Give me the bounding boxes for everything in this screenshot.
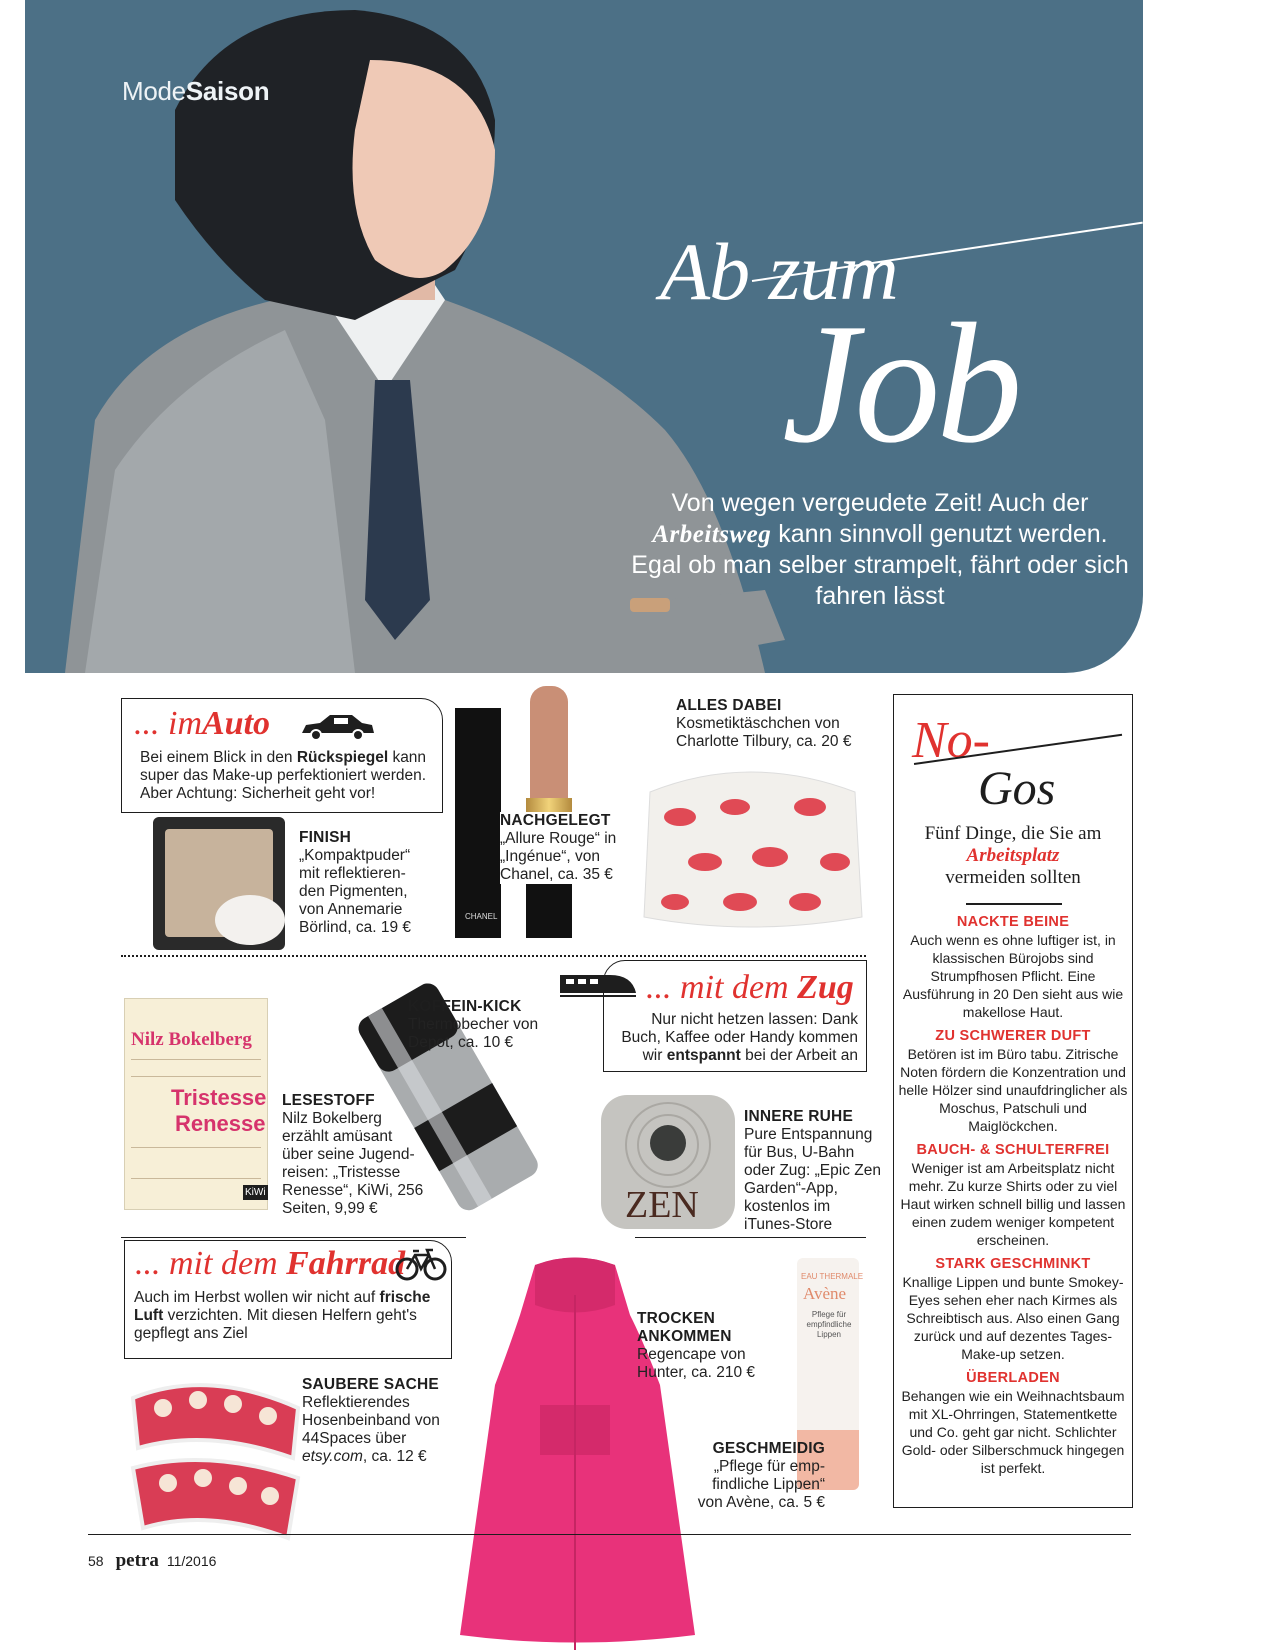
nogos-sidebar (893, 694, 1133, 1508)
compact-powder-image (153, 817, 285, 950)
nogos-subtitle: Fünf Dinge, die Sie am Arbeitsplatz vermeiden sollten (924, 823, 1102, 888)
nogos-divider (966, 903, 1062, 905)
nogo-item: ÜBERLADEN Behangen wie ein Weihnachtsbaum mit XL-Ohrringen, Statementkette und Co. geht gar nicht. Schlichter Gold- oder Silberschmuck hingegen ist perfekt. (901, 1370, 1125, 1476)
fahrrad-section-title: ... mit dem Fahrrad (135, 1245, 406, 1282)
book-title-1: Tristesse (171, 1085, 267, 1110)
nogos-title-1: No- (912, 712, 990, 769)
nogo-item: BAUCH- & SCHULTERFREI Weniger ist am Arbeitsplatz nicht mehr. Zu kurze Shirts oder zu viel Haut wirken schnell billig und lassen einen zudem weniger kompetent erscheinen. (900, 1142, 1126, 1248)
nogos-title-2: Gos (978, 762, 1056, 815)
zen-label: ZEN (625, 1184, 699, 1226)
zug-section-box (603, 960, 867, 1072)
magazine-brand: petra (115, 1550, 159, 1571)
product-trocken: TROCKEN ANKOMMEN Regencape von Hunter, ca. 210 € (637, 1310, 756, 1381)
footer-rule (88, 1534, 1131, 1535)
page-number: 58 (88, 1553, 104, 1569)
section-divider-2b (635, 1237, 866, 1238)
avene-product-label: Pflege für empfindliche Lippen (806, 1310, 852, 1339)
auto-section-box (121, 698, 443, 813)
zug-section-text: Nur nicht hetzen lassen: Dank Buch, Kaffee oder Handy kommen wir entspannt bei der Arbeit an (621, 1011, 858, 1064)
nogo-item: NACKTE BEINE Auch wenn es ohne luftiger ist, in klassischen Bürojobs sind Strumpfhosen Pflicht. Eine Ausführung in 20 Den sieht aus wie makellose Haut. (902, 914, 1124, 1020)
product-innere-ruhe: INNERE RUHE Pure Entspannung für Bus, U-Bahn oder Zug: „Epic Zen Garden“-App, kostenlos im iTunes-Store (744, 1108, 881, 1233)
headline-line1: Ab zum (660, 226, 898, 317)
section-divider-1 (121, 955, 866, 957)
car-icon (298, 711, 376, 743)
section-divider-2a (121, 1237, 466, 1238)
product-nachgelegt: NACHGELEGT „Allure Rouge“ in „Ingénue“, von Chanel, ca. 35 € (500, 812, 625, 884)
nogo-item: STARK GESCHMINKT Knallige Lippen und bunte Smokey-Eyes sehen eher nach Kirmes als Schreibtisch aus. Also einen Gang zurück und auf dezentes Tages-Make-up setzen. (902, 1256, 1124, 1362)
cosmetic-bag-image (640, 762, 865, 932)
book-publisher-logo: KiWi (245, 1187, 266, 1198)
product-finish: FINISH „Kompaktpuder“ mit reflektieren-den Pigmenten, von Annemarie Börlind, ca. 19 € (299, 829, 412, 936)
product-koffein: KOFFEIN-KICK Thermobecher von Depot, ca. 10 € (408, 998, 539, 1051)
fahrrad-section-text: Auch im Herbst wollen wir nicht auf frische Luft verzichten. Mit diesen Helfern geht's gepflegt ans Ziel (134, 1289, 431, 1342)
product-lesestoff: LESESTOFF Nilz Bokelberg erzählt amüsant über seine Jugend-reisen: „Tristesse Renesse“, KiWi, 256 Seiten, 9,99 € (282, 1092, 424, 1217)
section-kicker: ModeSaison (122, 76, 270, 106)
reflective-band-image (128, 1368, 303, 1543)
product-alles-dabei: ALLES DABEI Kosmetiktäschchen von Charlotte Tilbury, ca. 20 € (676, 697, 852, 750)
product-saubere-sache: SAUBERE SACHE Reflektierendes Hosenbeinband von 44Spaces über etsy.com, ca. 12 € (302, 1376, 440, 1465)
issue-number: 11/2016 (166, 1553, 217, 1569)
intro-text: Von wegen vergeudete Zeit! Auch der Arbeitsweg kann sinnvoll genutzt werden. Egal ob man selber strampelt, fährt oder sich fahren lässt (631, 489, 1129, 610)
headline-line2: Job (782, 289, 1019, 479)
book-title-2: Renesse (175, 1111, 266, 1136)
book-author: Nilz Bokelberg (131, 1029, 252, 1050)
avene-line-label: EAU THERMALE (801, 1272, 864, 1281)
avene-brand-label: Avène (803, 1284, 847, 1303)
zug-section-title: ... mit dem Zug (646, 969, 854, 1006)
zen-app-icon (601, 1095, 735, 1229)
auto-section-text: Bei einem Blick in den Rückspiegel kann super das Make-up perfektioniert werden. Aber Achtung: Sicherheit geht vor! (140, 749, 427, 802)
book-cover-image (124, 998, 268, 1210)
bicycle-icon (395, 1247, 447, 1281)
chanel-label: CHANEL (465, 912, 498, 921)
lipstick-bullet-image (530, 686, 568, 798)
lipstick-cap-image (455, 708, 501, 938)
page-footer (88, 1550, 216, 1572)
auto-section-title: ... imAuto (134, 705, 271, 742)
fahrrad-section-box (124, 1240, 452, 1359)
product-geschmeidig: GESCHMEIDIG „Pflege für emp-findliche Lippen“ von Avène, ca. 5 € (697, 1440, 825, 1511)
powder-puff (215, 895, 285, 945)
nogo-item: ZU SCHWERER DUFT Betören ist im Büro tabu. Zitrische Noten fördern die Konzentration und helle Hölzer sind unaufdringlicher als Moschus, Patschuli und Maiglöckchen. (898, 1028, 1128, 1134)
